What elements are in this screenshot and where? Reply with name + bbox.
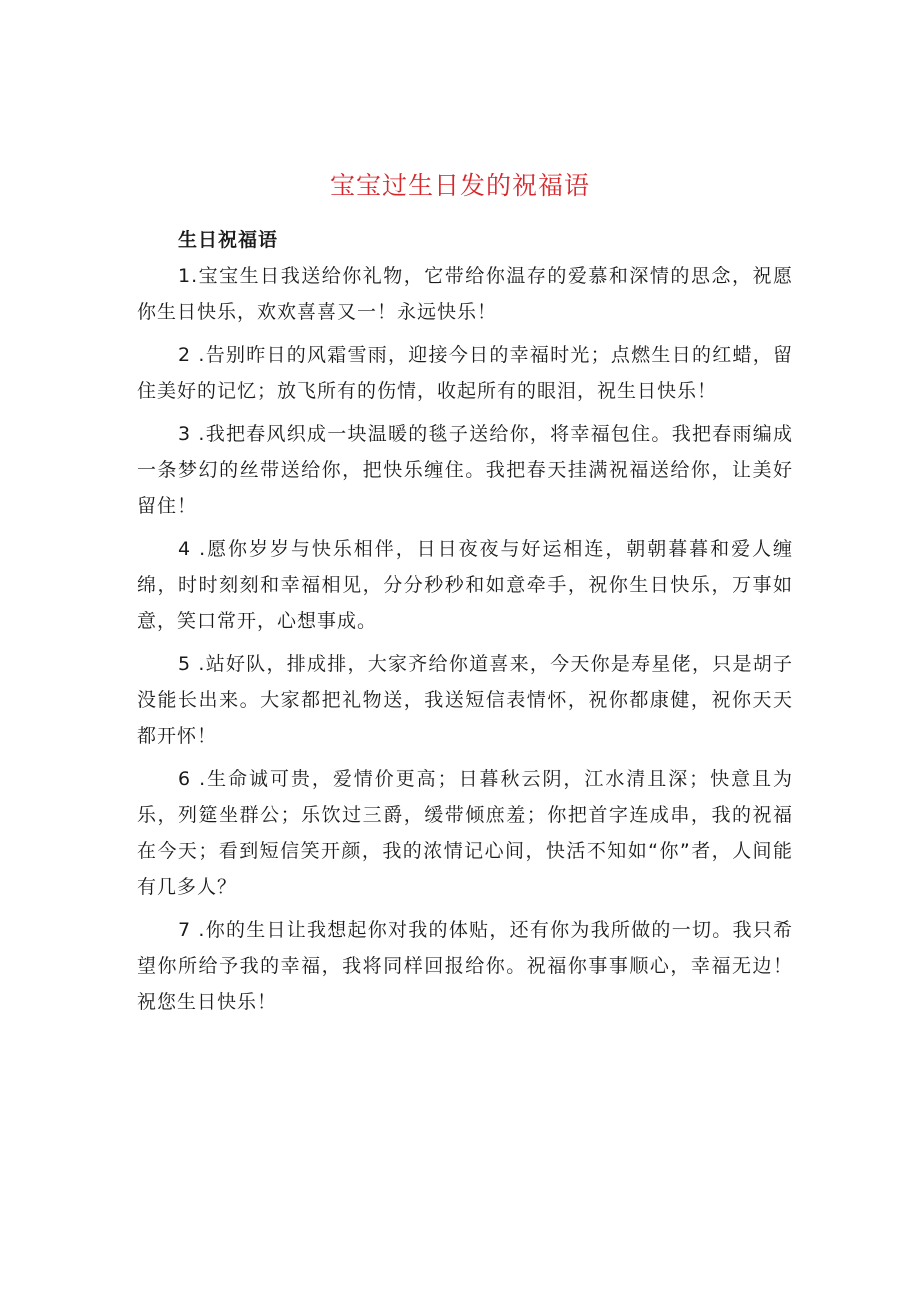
blessing-paragraph-6: 6 .生命诚可贵，爱情价更高；日暮秋云阴，江水清且深；快意且为乐，列筵坐群公；乐饮过三爵，缓带倾庶羞；你把首字连成串，我的祝福在今天；看到短信笑开颜，我的浓情记心间，快活不知如“你”者，人间能有几多人？ bbox=[137, 768, 793, 898]
blessing-paragraph-1: 1.宝宝生日我送给你礼物，它带给你温存的爱慕和深情的思念，祝愿你生日快乐，欢欢喜喜又一！永远快乐！ bbox=[137, 265, 793, 323]
document-body bbox=[137, 222, 793, 1027]
blessing-paragraph-5: 5 .站好队，排成排，大家齐给你道喜来，今天你是寿星佬，只是胡子没能长出来。大家都把礼物送，我送短信表情怀，祝你都康健，祝你天天都开怀！ bbox=[137, 653, 793, 747]
blessing-paragraph-3: 3 .我把春风织成一块温暖的毯子送给你，将幸福包住。我把春雨编成一条梦幻的丝带送给你，把快乐缠住。我把春天挂满祝福送给你，让美好留住！ bbox=[137, 423, 793, 517]
blessing-paragraph-7: 7 .你的生日让我想起你对我的体贴，还有你为我所做的一切。我只希望你所给予我的幸福，我将同样回报给你。祝福你事事顺心，幸福无边！祝您生日快乐！ bbox=[137, 919, 793, 1013]
blessing-paragraph-4: 4 .愿你岁岁与快乐相伴，日日夜夜与好运相连，朝朝暮暮和爱人缠绵，时时刻刻和幸福相见，分分秒秒和如意牵手，祝你生日快乐，万事如意，笑口常开，心想事成。 bbox=[137, 538, 793, 632]
document-title: 宝宝过生日发的祝福语 bbox=[329, 171, 590, 200]
blessing-paragraph-2: 2 .告别昨日的风霜雪雨，迎接今日的幸福时光；点燃生日的红蜡，留住美好的记忆；放飞所有的伤情，收起所有的眼泪，祝生日快乐！ bbox=[137, 344, 793, 402]
section-heading: 生日祝福语 bbox=[178, 229, 279, 251]
